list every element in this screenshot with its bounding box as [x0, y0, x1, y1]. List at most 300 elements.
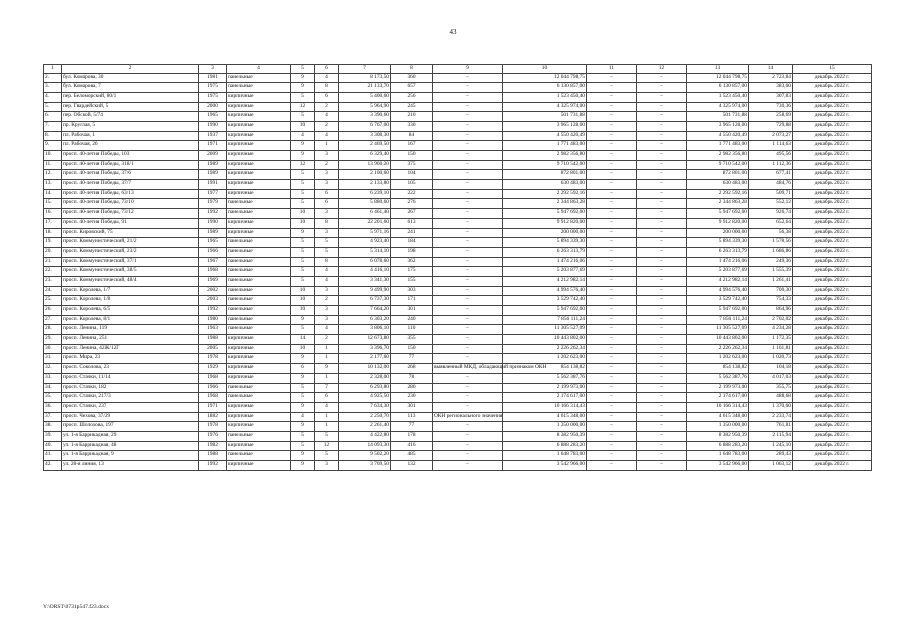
wall-material: кирпичные — [227, 412, 291, 422]
total-cost: 7 856 111,24 — [687, 315, 749, 325]
row-number: 29. — [44, 335, 62, 345]
work-cost: 2 199 973,00 — [503, 383, 587, 393]
table-row — [44, 209, 872, 219]
wall-material: панельные — [227, 247, 291, 257]
specific-cost: 355,75 — [749, 383, 793, 393]
residents: 178 — [391, 431, 433, 441]
floors: 10 — [291, 121, 315, 131]
residents: 276 — [391, 199, 433, 209]
wall-material: кирпичные — [227, 344, 291, 354]
total-cost: 5 203 877,69 — [687, 267, 749, 277]
row-number: 9. — [44, 141, 62, 151]
work-cost: 12 044 798,75 — [503, 73, 587, 83]
floors: 6 — [291, 364, 315, 374]
completion-date: декабрь 2022 г. — [793, 461, 872, 471]
residents: 198 — [391, 247, 433, 257]
column-12-value: – — [637, 286, 687, 296]
column-number-cell: 8 — [391, 65, 433, 74]
heritage-status: – — [433, 141, 503, 151]
column-12-value: – — [637, 451, 687, 461]
total-area: 2 250,70 — [339, 412, 391, 422]
row-number: 32. — [44, 364, 62, 374]
heritage-status: – — [433, 286, 503, 296]
entrances: 4 — [315, 267, 339, 277]
floors: 4 — [291, 412, 315, 422]
total-cost: 2 292 592,16 — [687, 189, 749, 199]
table-row — [44, 335, 872, 345]
wall-material: кирпичные — [227, 102, 291, 112]
column-12-value: – — [637, 141, 687, 151]
entrances: 3 — [315, 228, 339, 238]
entrances: 4 — [315, 402, 339, 412]
wall-material: панельные — [227, 306, 291, 316]
floors: 5 — [291, 441, 315, 451]
floors: 10 — [291, 286, 315, 296]
total-area: 5 314,10 — [339, 247, 391, 257]
address: просп. Стачки, 182 — [62, 383, 199, 393]
row-number: 40. — [44, 441, 62, 451]
floors: 5 — [291, 238, 315, 248]
completion-date: декабрь 2022 г. — [793, 247, 872, 257]
column-11-value: – — [587, 199, 637, 209]
total-area: 13 900,20 — [339, 160, 391, 170]
row-number: 6. — [44, 112, 62, 122]
specific-cost: 249,36 — [749, 257, 793, 267]
completion-date: декабрь 2022 г. — [793, 238, 872, 248]
column-11-value: – — [587, 364, 637, 374]
entrances: 2 — [315, 335, 339, 345]
work-cost: 872 801,00 — [503, 170, 587, 180]
row-number: 33. — [44, 373, 62, 383]
address: бул. Комарова, 7 — [62, 83, 199, 93]
total-cost: 5 894 339,30 — [687, 238, 749, 248]
completion-date: декабрь 2022 г. — [793, 344, 872, 354]
specific-cost: 1 112,36 — [749, 160, 793, 170]
table-row — [44, 354, 872, 364]
entrances: 1 — [315, 422, 339, 432]
work-cost: 200 000,00 — [503, 228, 587, 238]
table-row — [44, 112, 872, 122]
total-cost: 2 199 973,00 — [687, 383, 749, 393]
table-row — [44, 218, 872, 228]
table-row — [44, 257, 872, 267]
total-cost: 4 994 576,40 — [687, 286, 749, 296]
wall-material: панельные — [227, 73, 291, 83]
specific-cost: 677,41 — [749, 170, 793, 180]
entrances: 7 — [315, 383, 339, 393]
build-year: 1975 — [199, 83, 227, 93]
residents: 280 — [391, 383, 433, 393]
wall-material: панельные — [227, 267, 291, 277]
total-cost: 1 771 483,00 — [687, 141, 749, 151]
floors: 12 — [291, 160, 315, 170]
specific-cost: 509,71 — [749, 189, 793, 199]
entrances: 3 — [315, 306, 339, 316]
total-area: 6 461,40 — [339, 209, 391, 219]
residents: 110 — [391, 325, 433, 335]
table-body — [44, 65, 872, 471]
specific-cost: 729,88 — [749, 121, 793, 131]
build-year: 1990 — [199, 218, 227, 228]
build-year: 1966 — [199, 247, 227, 257]
build-year: 1979 — [199, 199, 227, 209]
total-cost: 4 615 348,00 — [687, 412, 749, 422]
residents: 416 — [391, 441, 433, 451]
heritage-status: – — [433, 257, 503, 267]
address: просп. Коммунистический, 37/1 — [62, 257, 199, 267]
heritage-status: – — [433, 112, 503, 122]
address: просп. Чехова, 37/29 — [62, 412, 199, 422]
entrances: 6 — [315, 393, 339, 403]
completion-date: декабрь 2022 г. — [793, 383, 872, 393]
specific-cost: 495,56 — [749, 151, 793, 161]
address: просп. Мира, 23 — [62, 354, 199, 364]
residents: 104 — [391, 170, 433, 180]
address: пер. Обской, 5/74 — [62, 112, 199, 122]
row-number: 38. — [44, 422, 62, 432]
table-row — [44, 121, 872, 131]
row-number: 36. — [44, 402, 62, 412]
table-row — [44, 83, 872, 93]
heritage-status: – — [433, 315, 503, 325]
heritage-status: – — [433, 238, 503, 248]
total-cost: 6 263 313,79 — [687, 247, 749, 257]
table-row — [44, 151, 872, 161]
wall-material: панельные — [227, 325, 291, 335]
entrances: 1 — [315, 344, 339, 354]
wall-material: панельные — [227, 296, 291, 306]
address: просп. Коммунистический, 21/2 — [62, 238, 199, 248]
specific-cost: 383,60 — [749, 83, 793, 93]
floors: 9 — [291, 422, 315, 432]
completion-date: декабрь 2022 г. — [793, 73, 872, 83]
completion-date: декабрь 2022 г. — [793, 151, 872, 161]
address: ул. 1-я Баррикадная, 48 — [62, 441, 199, 451]
build-year: 2005 — [199, 344, 227, 354]
total-area: 4 925,50 — [339, 393, 391, 403]
total-area: 3 341,30 — [339, 276, 391, 286]
entrances: 5 — [315, 238, 339, 248]
completion-date: декабрь 2022 г. — [793, 267, 872, 277]
entrances: 4 — [315, 325, 339, 335]
column-11-value: – — [587, 286, 637, 296]
column-11-value: – — [587, 296, 637, 306]
column-11-value: – — [587, 83, 637, 93]
total-area: 22 201,60 — [339, 218, 391, 228]
build-year: 1988 — [199, 451, 227, 461]
work-cost: 6 888 283,20 — [503, 441, 587, 451]
wall-material: кирпичные — [227, 189, 291, 199]
column-12-value: – — [637, 402, 687, 412]
floors: 9 — [291, 461, 315, 471]
floors: 10 — [291, 306, 315, 316]
work-cost: 6 130 857,00 — [503, 83, 587, 93]
specific-cost: 652,64 — [749, 218, 793, 228]
total-cost: 6 888 283,20 — [687, 441, 749, 451]
row-number: 34. — [44, 383, 62, 393]
column-11-value: – — [587, 325, 637, 335]
column-12-value: – — [637, 121, 687, 131]
residents: 175 — [391, 267, 433, 277]
column-number-cell: 2 — [62, 65, 199, 74]
column-number-row — [44, 65, 872, 74]
heritage-status: выявленный МКД, обладающий признаком ОКН — [433, 364, 503, 374]
residents: 256 — [391, 92, 433, 102]
wall-material: кирпичные — [227, 160, 291, 170]
build-year: 1968 — [199, 373, 227, 383]
total-area: 3 396,70 — [339, 344, 391, 354]
column-12-value: – — [637, 228, 687, 238]
build-year: 1991 — [199, 180, 227, 190]
total-area: 2 177,60 — [339, 354, 391, 364]
column-12-value: – — [637, 238, 687, 248]
residents: 355 — [391, 335, 433, 345]
build-year: 1965 — [199, 112, 227, 122]
floors: 5 — [291, 180, 315, 190]
work-cost: 4 994 576,40 — [503, 286, 587, 296]
work-cost: 854 138,82 — [503, 364, 587, 374]
total-cost: 4 212 982,14 — [687, 276, 749, 286]
column-12-value: – — [637, 393, 687, 403]
entrances: 5 — [315, 247, 339, 257]
table-row — [44, 238, 872, 248]
table-row — [44, 247, 872, 257]
build-year: 1981 — [199, 73, 227, 83]
total-cost: 12 044 798,75 — [687, 73, 749, 83]
address: просп. Стачки, 237 — [62, 402, 199, 412]
floors: 5 — [291, 170, 315, 180]
column-number-cell: 12 — [637, 65, 687, 74]
residents: 222 — [391, 189, 433, 199]
column-11-value: – — [587, 402, 637, 412]
entrances: 3 — [315, 209, 339, 219]
column-11-value: – — [587, 373, 637, 383]
column-11-value: – — [587, 441, 637, 451]
wall-material: панельные — [227, 209, 291, 219]
entrances: 1 — [315, 373, 339, 383]
table-row — [44, 315, 872, 325]
column-11-value: – — [587, 112, 637, 122]
heritage-status: – — [433, 160, 503, 170]
completion-date: декабрь 2022 г. — [793, 325, 872, 335]
address: просп. Ленина, 251 — [62, 335, 199, 345]
work-cost: 6 263 313,79 — [503, 247, 587, 257]
column-11-value: – — [587, 276, 637, 286]
floors: 5 — [291, 431, 315, 441]
total-area: 14 093,30 — [339, 441, 391, 451]
completion-date: декабрь 2022 г. — [793, 218, 872, 228]
column-12-value: – — [637, 373, 687, 383]
floors: 5 — [291, 199, 315, 209]
column-11-value: – — [587, 451, 637, 461]
residents: 113 — [391, 412, 433, 422]
residents: 77 — [391, 354, 433, 364]
column-11-value: – — [587, 412, 637, 422]
residents: 78 — [391, 373, 433, 383]
floors: 9 — [291, 141, 315, 151]
entrances: 8 — [315, 83, 339, 93]
column-12-value: – — [637, 102, 687, 112]
table-row — [44, 402, 872, 412]
address: просп. Коммунистический, 48/4 — [62, 276, 199, 286]
build-year: 1978 — [199, 354, 227, 364]
heritage-status: – — [433, 180, 503, 190]
work-cost: 501 731,88 — [503, 112, 587, 122]
column-11-value: – — [587, 218, 637, 228]
entrances: 3 — [315, 461, 339, 471]
total-cost: 3 529 742,40 — [687, 296, 749, 306]
entrances: 3 — [315, 180, 339, 190]
floors: 10 — [291, 344, 315, 354]
table-row — [44, 160, 872, 170]
entrances: 4 — [315, 73, 339, 83]
table-row — [44, 267, 872, 277]
total-cost: 2 174 617,00 — [687, 393, 749, 403]
total-area: 2 100,60 — [339, 170, 391, 180]
total-area: 7 634,30 — [339, 402, 391, 412]
column-12-value: – — [637, 412, 687, 422]
completion-date: декабрь 2022 г. — [793, 354, 872, 364]
residents: 301 — [391, 306, 433, 316]
total-cost: 3 965 128,00 — [687, 121, 749, 131]
column-number-cell: 10 — [503, 65, 587, 74]
work-cost: 1 474 216,06 — [503, 257, 587, 267]
address: пер. Беломорский, 80/1 — [62, 92, 199, 102]
total-cost: 2 982 356,80 — [687, 151, 749, 161]
column-12-value: – — [637, 131, 687, 141]
address: просп. Соколова, 23 — [62, 364, 199, 374]
build-year: 1971 — [199, 141, 227, 151]
address: бул. Комарова, 30 — [62, 73, 199, 83]
table-row — [44, 170, 872, 180]
address: просп. 40-летия Победы, 63/13 — [62, 189, 199, 199]
total-area: 6 293,80 — [339, 383, 391, 393]
specific-cost: 484,76 — [749, 180, 793, 190]
residents: 613 — [391, 218, 433, 228]
specific-cost: 1 578,56 — [749, 238, 793, 248]
build-year: 1966 — [199, 383, 227, 393]
residents: 230 — [391, 393, 433, 403]
column-number-cell: 11 — [587, 65, 637, 74]
floors: 9 — [291, 373, 315, 383]
entrances: 8 — [315, 257, 339, 267]
work-cost: 7 856 111,24 — [503, 315, 587, 325]
row-number: 13. — [44, 180, 62, 190]
column-12-value: – — [637, 73, 687, 83]
residents: 241 — [391, 228, 433, 238]
heritage-status: – — [433, 344, 503, 354]
address: просп. Стачки, 217/3 — [62, 393, 199, 403]
wall-material: кирпичные — [227, 180, 291, 190]
wall-material: кирпичные — [227, 131, 291, 141]
total-area: 5 880,60 — [339, 199, 391, 209]
completion-date: декабрь 2022 г. — [793, 131, 872, 141]
completion-date: декабрь 2022 г. — [793, 451, 872, 461]
entrances: 3 — [315, 151, 339, 161]
total-area: 4 422,80 — [339, 431, 391, 441]
buildings-table — [43, 64, 872, 471]
total-cost: 1 350 000,00 — [687, 422, 749, 432]
completion-date: декабрь 2022 г. — [793, 257, 872, 267]
heritage-status: – — [433, 325, 503, 335]
page-number: 43 — [449, 28, 457, 36]
work-cost: 2 292 592,16 — [503, 189, 587, 199]
specific-cost: 1 245,10 — [749, 441, 793, 451]
row-number: 23. — [44, 276, 62, 286]
column-12-value: – — [637, 151, 687, 161]
build-year: 1968 — [199, 393, 227, 403]
build-year: 1980 — [199, 315, 227, 325]
table-row — [44, 344, 872, 354]
heritage-status: – — [433, 151, 503, 161]
heritage-status: – — [433, 383, 503, 393]
specific-cost: 2 115,94 — [749, 431, 793, 441]
specific-cost: 1 020,73 — [749, 354, 793, 364]
build-year: 1992 — [199, 306, 227, 316]
heritage-status: – — [433, 73, 503, 83]
specific-cost: 56,38 — [749, 228, 793, 238]
column-number-cell: 13 — [687, 65, 749, 74]
wall-material: панельные — [227, 431, 291, 441]
specific-cost: 1 063,12 — [749, 461, 793, 471]
total-area: 3 769,50 — [339, 461, 391, 471]
total-area: 5 971,16 — [339, 228, 391, 238]
row-number: 5. — [44, 102, 62, 112]
row-number: 26. — [44, 306, 62, 316]
column-12-value: – — [637, 431, 687, 441]
table-row — [44, 393, 872, 403]
total-area: 6 078,60 — [339, 257, 391, 267]
column-12-value: – — [637, 276, 687, 286]
address: пл. Рабочая, 26 — [62, 141, 199, 151]
build-year: 1976 — [199, 431, 227, 441]
specific-cost: 4 017,03 — [749, 373, 793, 383]
column-11-value: – — [587, 461, 637, 471]
entrances: 4 — [315, 112, 339, 122]
row-number: 25. — [44, 296, 62, 306]
address: просп. 40-летия Победы, 73/10 — [62, 199, 199, 209]
work-cost: 4 550 420,49 — [503, 131, 587, 141]
residents: 245 — [391, 102, 433, 112]
row-number: 31. — [44, 354, 62, 364]
column-11-value: – — [587, 102, 637, 112]
build-year: 1937 — [199, 131, 227, 141]
column-11-value: – — [587, 431, 637, 441]
total-cost: 9 912 820,00 — [687, 218, 749, 228]
work-cost: 11 305 527,09 — [503, 325, 587, 335]
completion-date: декабрь 2022 г. — [793, 160, 872, 170]
table-row — [44, 189, 872, 199]
wall-material: панельные — [227, 83, 291, 93]
heritage-status: – — [433, 296, 503, 306]
heritage-status: – — [433, 228, 503, 238]
work-cost: 5 894 339,30 — [503, 238, 587, 248]
table-row — [44, 199, 872, 209]
total-area: 6 767,00 — [339, 121, 391, 131]
total-area: 6 329,40 — [339, 151, 391, 161]
work-cost: 2 174 617,00 — [503, 393, 587, 403]
specific-cost: 1 172,35 — [749, 335, 793, 345]
completion-date: декабрь 2022 г. — [793, 373, 872, 383]
completion-date: декабрь 2022 г. — [793, 412, 872, 422]
heritage-status: – — [433, 441, 503, 451]
residents: 360 — [391, 73, 433, 83]
completion-date: декабрь 2022 г. — [793, 422, 872, 432]
total-cost: 4 550 420,49 — [687, 131, 749, 141]
row-number: 30. — [44, 344, 62, 354]
column-11-value: – — [587, 238, 637, 248]
row-number: 21. — [44, 257, 62, 267]
